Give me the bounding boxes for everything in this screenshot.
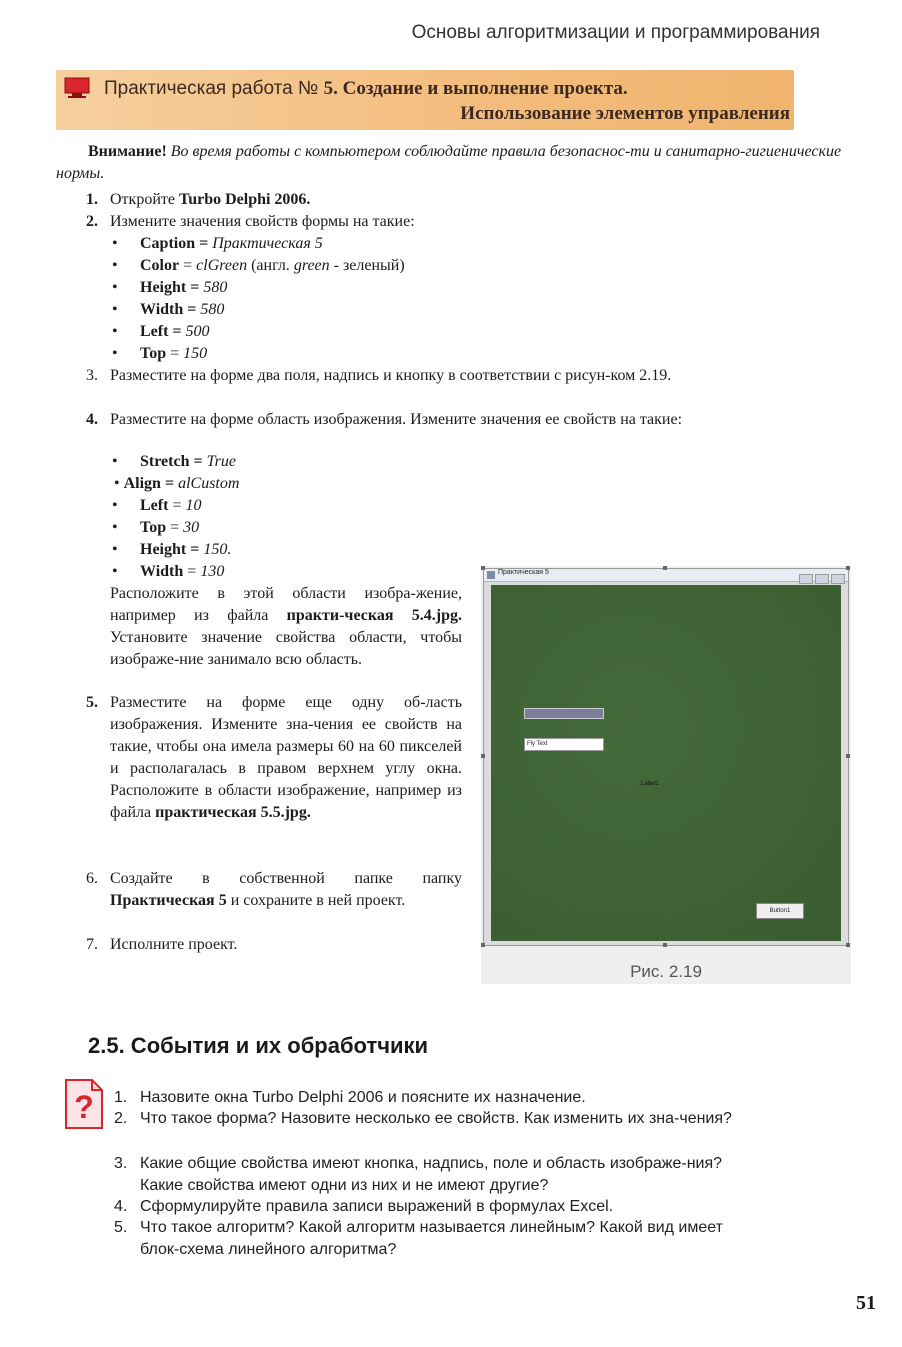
- banner-title-line1: Практическая работа № 5. Создание и выполнение проекта.: [104, 78, 628, 99]
- step-number: 6.: [86, 870, 98, 887]
- figure-caption: Рис. 2.19: [630, 962, 702, 981]
- property-width: Width = 580: [140, 301, 225, 318]
- selection-handle: [481, 943, 485, 947]
- svg-text:?: ?: [74, 1089, 94, 1125]
- question-text: Что такое форма? Назовите несколько ее свойств. Как изменить их зна-чения?: [140, 1110, 732, 1127]
- property-align: • Align = alCustom: [114, 475, 240, 492]
- step-number: 3.: [86, 367, 98, 384]
- selection-handle: [481, 566, 485, 570]
- step-number: 4.: [86, 411, 98, 428]
- property-left: Left = 10: [140, 497, 202, 514]
- property-top: Top = 150: [140, 345, 208, 362]
- question-number: 1.: [114, 1089, 128, 1106]
- bullet: •: [112, 235, 118, 252]
- selection-handle: [846, 754, 850, 758]
- step-3-text: Разместите на форме два поля, надпись и кнопку в соответствии с рисун-ком 2.19.: [110, 367, 672, 384]
- property-width: Width = 130: [140, 563, 225, 580]
- question-text: Назовите окна Turbo Delphi 2006 и поясните их назначение.: [140, 1089, 586, 1106]
- step-4-text: Разместите на форме область изображения. Измените значения ее свойств на такие:: [110, 411, 683, 428]
- maximize-icon: [815, 574, 829, 584]
- question-number: 2.: [114, 1110, 128, 1127]
- question-text: Сформулируйте правила записи выражений в формулах Excel.: [140, 1198, 614, 1215]
- property-caption: Caption = Практическая 5: [140, 235, 323, 252]
- bullet: •: [112, 279, 118, 296]
- form-edit-field-1: [524, 708, 604, 719]
- property-stretch: Stretch = True: [140, 453, 236, 470]
- property-color-note: (англ. green - зеленый): [247, 257, 405, 274]
- step-number: 2.: [86, 213, 98, 230]
- step-2-text: Измените значения свойств формы на такие:: [110, 213, 415, 230]
- property-left: Left = 500: [140, 323, 210, 340]
- section-title: 2.5. События и их обработчики: [88, 1033, 429, 1058]
- window-title-bar: [484, 569, 848, 582]
- bullet: •: [112, 345, 118, 362]
- step-6-text: Создайте в собственной папке папку Практическая 5 и сохраните в ней проект.: [110, 870, 462, 909]
- selection-handle: [846, 943, 850, 947]
- step-number: 5.: [86, 694, 98, 711]
- selection-handle: [846, 566, 850, 570]
- computer-monitor-icon: [64, 77, 90, 99]
- practical-work-banner: [56, 70, 794, 130]
- form-button: Button1: [756, 903, 804, 919]
- running-header: Основы алгоритмизации и программирования: [411, 22, 820, 43]
- step-number: 1.: [86, 191, 98, 208]
- form-client-area: [491, 585, 841, 941]
- step-number: 7.: [86, 936, 98, 953]
- bullet: •: [112, 257, 118, 274]
- step-4-instructions: Расположите в этой области изобра-жение, например из файла практи-ческая 5.4.jpg. Установите значение свойства области, чтобы изображе-ние занимало всю область.: [110, 585, 462, 668]
- question-number: 4.: [114, 1198, 128, 1215]
- question-number: 3.: [114, 1155, 128, 1172]
- question-mark-icon: [64, 1078, 104, 1130]
- bullet: •: [112, 541, 118, 558]
- question-text: Какие общие свойства имеют кнопка, надпись, поле и область изображе-ния? Какие свойства имеют одни из них и не имеют другие?: [140, 1155, 723, 1194]
- step-5-text: Разместите на форме еще одну об-ласть изображения. Измените зна-чения ее свойств на такие, чтобы она имела размеры 60 на 60 пикселей и располагалась в правом верхнем углу окна. Расположите в области изображение, например из файла практическая 5.5.jpg.: [110, 694, 462, 821]
- bullet: •: [112, 563, 118, 580]
- bullet: •: [112, 301, 118, 318]
- property-height: Height = 580: [140, 279, 228, 296]
- form-edit-field-2: Fly Text: [524, 738, 604, 751]
- selection-handle: [481, 754, 485, 758]
- window-title: Практическая 5: [498, 569, 549, 576]
- bullet: •: [112, 519, 118, 536]
- bullet: •: [112, 323, 118, 340]
- warning-paragraph: Внимание! Во время работы с компьютером соблюдайте правила безопаснос-ти и санитарно-гигиенические нормы.: [56, 143, 842, 182]
- property-color: Color = clGreen (англ. green - зеленый): [140, 257, 405, 274]
- close-icon: [831, 574, 845, 584]
- page-number: 51: [856, 1292, 876, 1314]
- bullet: •: [112, 453, 118, 470]
- banner-title-line2: Использование элементов управления: [460, 103, 790, 124]
- minimize-icon: [799, 574, 813, 584]
- step-7-text: Исполните проект.: [110, 936, 238, 953]
- form-label: Label1: [641, 781, 660, 787]
- selection-handle: [663, 943, 667, 947]
- window-app-icon: [487, 571, 495, 579]
- question-number: 5.: [114, 1219, 128, 1236]
- step-1-text: Откройте Turbo Delphi 2006.: [110, 191, 311, 208]
- selection-handle: [663, 566, 667, 570]
- question-text: Что такое алгоритм? Какой алгоритм называется линейным? Какой вид имеет блок-схема линейного алгоритма?: [140, 1219, 723, 1258]
- bullet: •: [112, 497, 118, 514]
- property-height: Height = 150.: [140, 541, 232, 558]
- figure-2-19: [481, 566, 851, 984]
- property-top: Top = 30: [140, 519, 200, 536]
- form-window-screenshot: [483, 568, 849, 946]
